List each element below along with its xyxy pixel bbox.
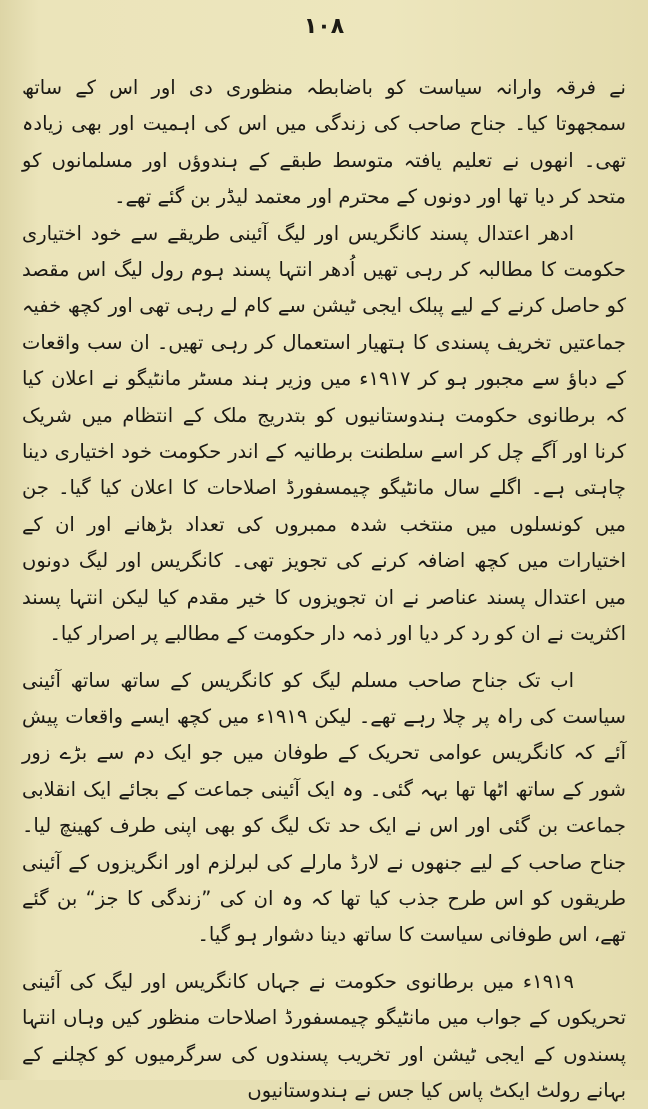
paragraph-2: ادھر اعتدال پسند کانگریس اور لیگ آئینی طریقے سے خود اختیاری حکومت کا مطالبہ کر رہی تھیں اُدھر انتہا پسند ہوم رول لیگ اس مقصد کو حاصل کرنے کے لیے پبلک ایجی ٹیشن سے کام لے رہی تھی اور کچھ خفیہ جماعتیں تخریف پسندی کا ہتھیار استعمال کر رہی تھیں۔ ان سب واقعات کے دباؤ سے مجبور ہو کر ۱۹۱۷ء میں وزیر ہند مسٹر مانٹیگو نے اعلان کیا کہ برطانوی حکومت ہندوستانیوں کو بتدریج ملک کے انتظام میں شریک کرنا اور آگے چل کر اسے سلطنت برطانیہ کے اندر حکومت خود اختیاری دینا چاہتی ہے۔ اگلے سال مانٹیگو چیمسفورڈ اصلاحات کا اعلان کیا گیا۔ جن میں کونسلوں میں منتخب شدہ ممبروں کی تعداد بڑھانے اور ان کے اختیارات میں کچھ اضافہ کرنے کی تجویز تھی۔ کانگریس اور لیگ دونوں میں اعتدال پسند عناصر نے ان تجویزوں کا خیر مقدم کیا لیکن انتہا پسند اکثریت نے ان کو رد کر دیا اور ذمہ دار حکومت کے مطالبے پر اصرار کیا۔ bbox=[22, 221, 626, 646]
page-number: ۱۰۸ bbox=[303, 14, 345, 39]
paragraph-1: نے فرقہ وارانہ سیاست کو باضابطہ منظوری دی اور اس کے ساتھ سمجھوتا کیا۔ جناح صاحب کی زندگی میں اس کی اہمیت اور بھی زیادہ تھی۔ انھوں نے تعلیم یافتہ متوسط طبقے کے ہندوؤں اور مسلمانوں کو متحد کر دیا تھا اور دونوں کے محترم اور معتمد لیڈر بن گئے تھے۔ bbox=[22, 76, 626, 209]
paragraph-4: ۱۹۱۹ء میں برطانوی حکومت نے جہاں کانگریس اور لیگ کی آئینی تحریکوں کے جواب میں مانٹیگو چیمسفورڈ اصلاحات منظور کیں وہاں انتہا پسندوں کے ایجی ٹیشن اور تخریب پسندوں کی سرگرمیوں کو کچلنے کے بہانے رولٹ ایکٹ پاس کیا جس نے ہندوستانیوں bbox=[22, 969, 626, 1102]
paragraph-3: اب تک جناح صاحب مسلم لیگ کو کانگریس کے ساتھ ساتھ آئینی سیاست کی راہ پر چلا رہے تھے۔ لیکن ۱۹۱۹ء میں کچھ ایسے واقعات پیش آئے کہ کانگریس عوامی تحریک کے طوفان میں جو ایک دم سے بڑے زور شور کے ساتھ اٹھا تھا بہہ گئی۔ وہ ایک آئینی جماعت کے بجائے ایک انقلابی جماعت بن گئی اور اس نے ایک حد تک لیگ کو بھی اپنی طرف کھینچ لیا۔ جناح صاحب کے لیے جنھوں نے لارڈ مارلے کی لبرلزم اور انگریزوں کے آئینی طریقوں کو اس طرح جذب کیا تھا کہ وہ ان کی ”زندگی کا جز“ بن گئے تھے، اس طوفانی سیاست کا ساتھ دینا دشوار ہو گیا۔ bbox=[22, 668, 626, 947]
page-body bbox=[22, 70, 626, 1109]
